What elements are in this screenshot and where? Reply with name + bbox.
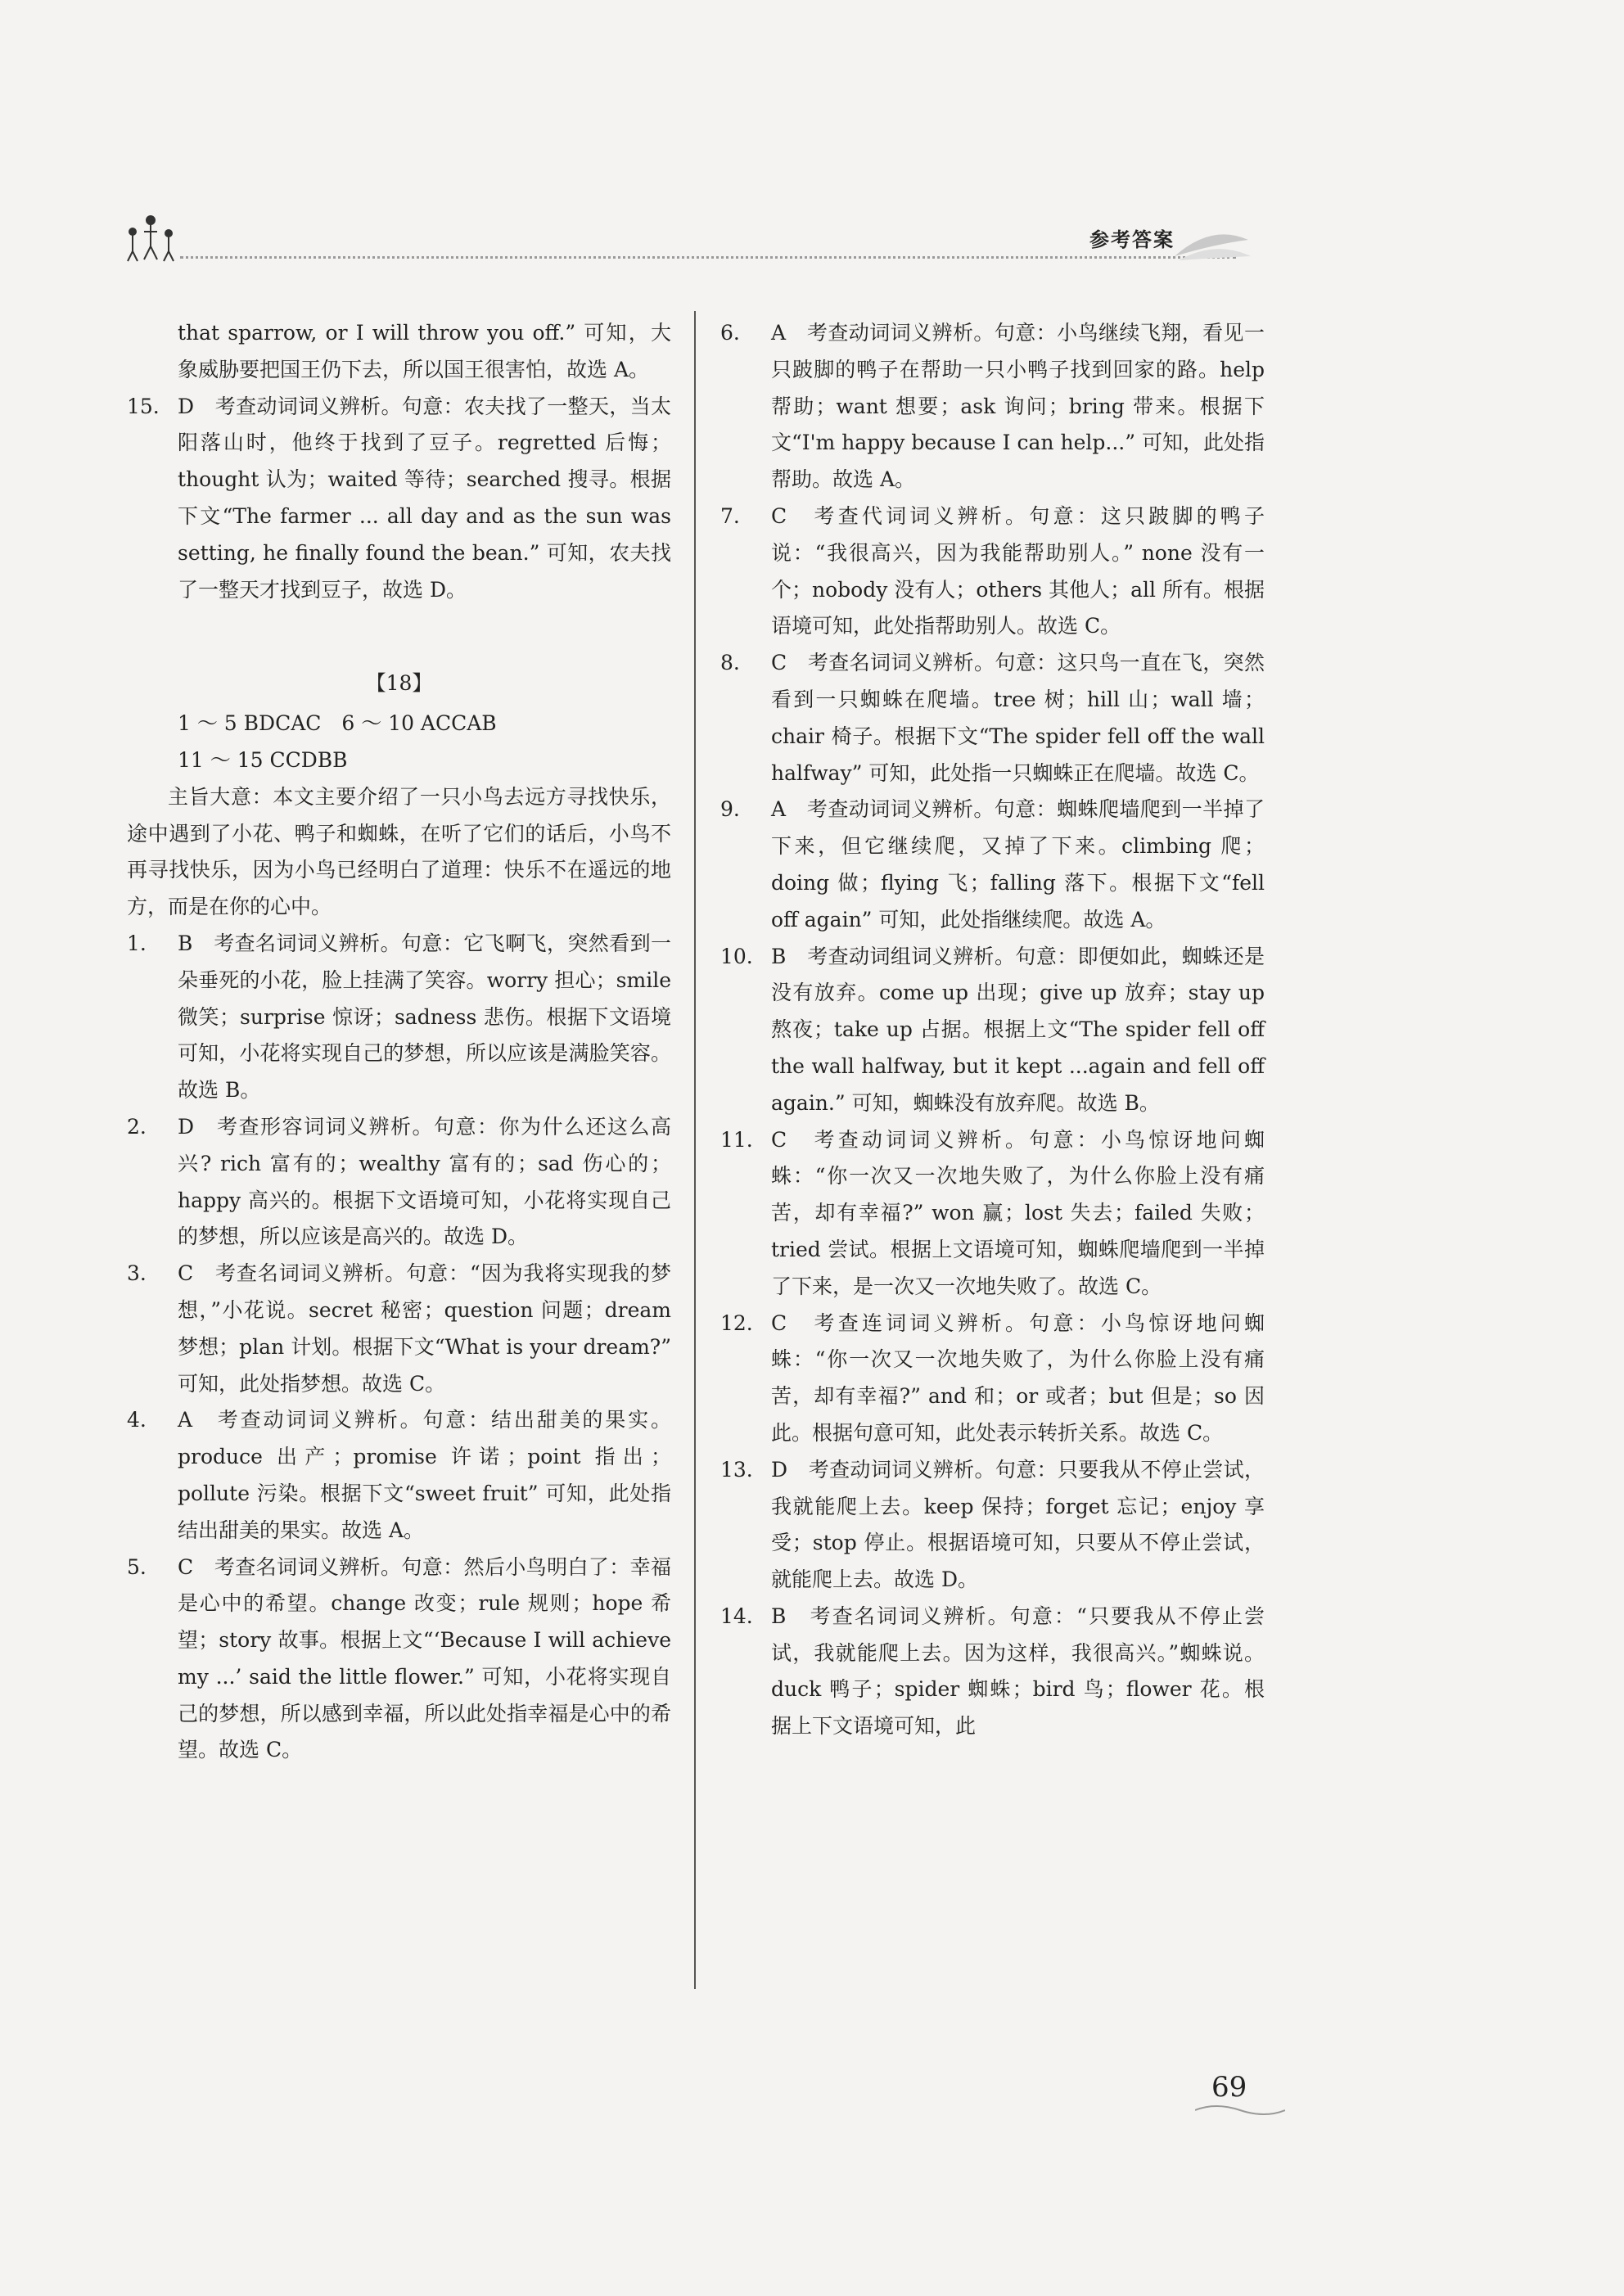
item-number: 9.	[720, 797, 740, 822]
item-text: B 考查动词组词义辨析。句意：即便如此，蜘蛛还是没有放弃。come up 出现；give up 放弃；stay up 熬夜；take up 占据。根据上文“The spider fell off the wall halfway, but it kept ...again and fell off again.” 可知，蜘蛛没有放弃爬。故选 B。	[771, 944, 1265, 1115]
item-number: 7.	[720, 503, 740, 528]
item-text: C 考查名词词义辨析。句意：这只鸟一直在飞，突然看到一只蜘蛛在爬墙。tree 树；hill 山；wall 墙；chair 椅子。根据下文“The spider fell off the wall halfway” 可知，此处指一只蜘蛛正在爬墙。故选 C。	[771, 651, 1265, 785]
item-text: C 考查连词词义辨析。句意：小鸟惊讶地问蜘蛛：“你一次又一次地失败了，为什么你脸上没有痛苦，却有幸福?” and 和；or 或者；but 但是；so 因此。根据句意可知，此处表示转折关系。故选 C。	[771, 1310, 1265, 1445]
item-text: A 考查动词词义辨析。句意：蜘蛛爬墙爬到一半掉了下来，但它继续爬，又掉了下来。climbing 爬；doing 做；flying 飞；falling 落下。根据下文“fell off again” 可知，此处指继续爬。故选 A。	[771, 797, 1265, 931]
answer-item-5	[127, 1549, 671, 1770]
answer-item-15	[127, 389, 671, 609]
item-number: 8.	[720, 651, 740, 675]
answer-item-14	[720, 1599, 1265, 1745]
item-number: 6.	[720, 321, 740, 345]
header-title: 参考答案	[1089, 228, 1175, 251]
item-text: A 考查动词词义辨析。句意：结出甜美的果实。produce 出产；promise 许诺；point 指出；pollute 污染。根据下文“sweet fruit” 可知，此处指结出甜美的果实。故选 A。	[178, 1408, 671, 1542]
item-text: C 考查动词词义辨析。句意：小鸟惊讶地问蜘蛛：“你一次又一次地失败了，为什么你脸上没有痛苦，却有幸福?” won 赢；lost 失去；failed 失败；tried 尝试。根据上文语境可知，蜘蛛爬墙爬到一半掉了下来，是一次又一次地失败了。故选 C。	[771, 1127, 1265, 1298]
item-text: C 考查代词词义辨析。句意：这只跛脚的鸭子说：“我很高兴，因为我能帮助别人。” none 没有一个；nobody 没有人；others 其他人；all 所有。根据语境可知，此处指帮助别人。故选 C。	[771, 503, 1265, 638]
left-column	[127, 315, 671, 1769]
summary-paragraph: 主旨大意：本文主要介绍了一只小鸟去远方寻找快乐，途中遇到了小花、鸭子和蜘蛛，在听了它们的话后，小鸟不再寻找快乐，因为小鸟已经明白了道理：快乐不在遥远的地方，而是在你的心中。	[127, 784, 671, 919]
answer-item-11	[720, 1122, 1265, 1306]
item-text: D 考查形容词词义辨析。句意：你为什么还这么高兴? rich 富有的；wealthy 富有的；sad 伤心的；happy 高兴的。根据下文语境可知，小花将实现自己的梦想，所以应该是高兴的。故选 D。	[178, 1114, 671, 1249]
item-text: B 考查名词词义辨析。句意：“只要我从不停止尝试，我就能爬上去。因为这样，我很高兴。”蜘蛛说。duck 鸭子；spider 蜘蛛；bird 鸟；flower 花。根据上下文语境可知，此	[771, 1604, 1265, 1739]
answer-item-4	[127, 1402, 671, 1549]
continued-explanation	[127, 315, 671, 389]
answer-item-10	[720, 939, 1265, 1122]
item-number: 5.	[127, 1554, 147, 1579]
item-text: D 考查动词词义辨析。句意：农夫找了一整天，当太阳落山时，他终于找到了豆子。regretted 后悔；thought 认为；waited 等待；searched 搜寻。根据下文“The farmer ... all day and as the sun was setting, he finally found the bean.” 可知，农夫找了一整天才找到豆子，故选 D。	[178, 394, 671, 602]
item-number: 15.	[127, 394, 160, 418]
answer-item-1	[127, 926, 671, 1109]
item-number: 4.	[127, 1408, 147, 1432]
item-number: 10.	[720, 944, 753, 968]
item-number: 13.	[720, 1457, 753, 1482]
continued-text: that sparrow, or I will throw you off.” 可知，大象威胁要把国王仍下去，所以国王很害怕，故选 A。	[178, 321, 671, 381]
answer-item-13	[720, 1452, 1265, 1599]
item-number: 3.	[127, 1261, 147, 1286]
item-number: 1.	[127, 931, 147, 955]
answer-item-3	[127, 1256, 671, 1402]
answer-item-7	[720, 498, 1265, 645]
header-rule	[180, 256, 1236, 259]
answer-item-6	[720, 315, 1265, 498]
item-number: 14.	[720, 1604, 753, 1628]
item-number: 11.	[720, 1127, 753, 1152]
column-divider	[694, 311, 696, 1989]
item-number: 12.	[720, 1310, 753, 1335]
leaf-ornament-icon	[1171, 215, 1252, 273]
section-title: 【18】	[365, 671, 433, 696]
item-number: 2.	[127, 1114, 147, 1139]
page-number: 69	[1211, 2071, 1247, 2104]
page-number-ornament-icon	[1195, 2102, 1285, 2118]
answer-key-line-2: 11 ～ 15 CCDBB	[178, 747, 348, 772]
answer-item-12	[720, 1306, 1265, 1452]
item-text: D 考查动词词义辨析。句意：只要我从不停止尝试，我就能爬上去。keep 保持；forget 忘记；enjoy 享受；stop 停止。根据语境可知，只要从不停止尝试，就能爬上去。故选 D。	[771, 1457, 1265, 1592]
item-text: C 考查名词词义辨析。句意：“因为我将实现我的梦想，”小花说。secret 秘密；question 问题；dream 梦想；plan 计划。根据下文“What is your dream?” 可知，此处指梦想。故选 C。	[178, 1261, 671, 1396]
answer-item-8	[720, 645, 1265, 792]
right-column	[720, 315, 1265, 1745]
item-text: A 考查动词词义辨析。句意：小鸟继续飞翔，看见一只跛脚的鸭子在帮助一只小鸭子找到回家的路。help 帮助；want 想要；ask 询问；bring 带来。根据下文“I'm happy because I can help...” 可知，此处指帮助。故选 A。	[771, 321, 1265, 492]
runners-icon	[123, 209, 196, 274]
item-text: B 考查名词词义辨析。句意：它飞啊飞，突然看到一朵垂死的小花，脸上挂满了笑容。worry 担心；smile 微笑；surprise 惊讶；sadness 悲伤。根据下文语境可知，小花将实现自己的梦想，所以应该是满脸笑容。故选 B。	[178, 931, 671, 1103]
answer-item-2	[127, 1109, 671, 1256]
item-text: C 考查名词词义辨析。句意：然后小鸟明白了：幸福是心中的希望。change 改变；rule 规则；hope 希望；story 故事。根据上文“‘Because I will achieve my ...’ said the little flower.” 可知，小花将实现自己的梦想，所以感到幸福，所以此处指幸福是心中的希望。故选 C。	[178, 1554, 671, 1762]
answer-item-9	[720, 792, 1265, 938]
answer-key-line-1: 1 ～ 5 BDCAC 6 ～ 10 ACCAB	[178, 711, 497, 736]
page-header	[123, 209, 1252, 274]
